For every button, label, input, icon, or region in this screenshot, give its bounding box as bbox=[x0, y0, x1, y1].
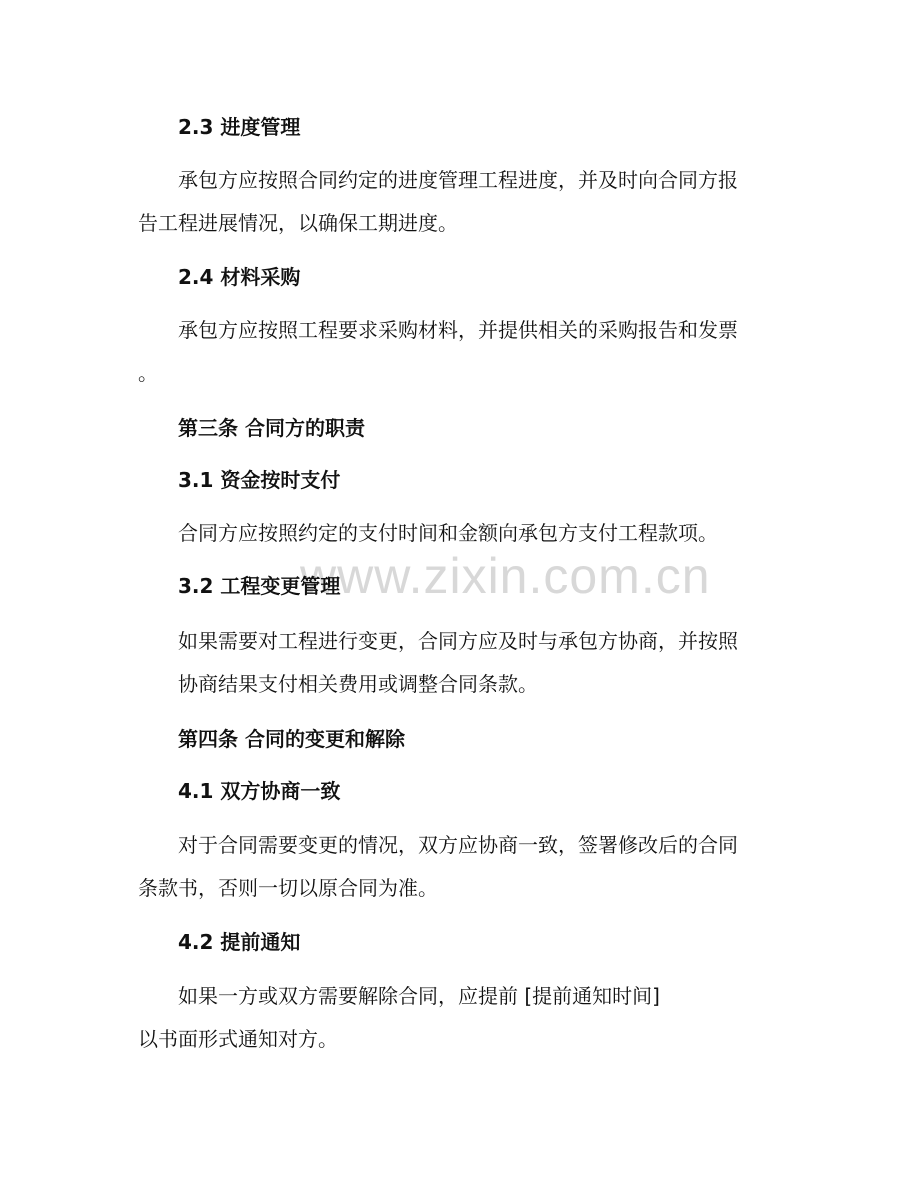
paragraph-2-4-line-1: 承包方应按照工程要求采购材料，并提供相关的采购报告和发票 bbox=[178, 318, 738, 342]
section-heading-4-2: 4.2 提前通知 bbox=[178, 930, 301, 954]
paragraph-2-3-line-1: 承包方应按照合同约定的进度管理工程进度，并及时向合同方报 bbox=[178, 168, 738, 192]
watermark: www.zixin.com.cn bbox=[300, 548, 711, 604]
paragraph-2-3-line-2: 告工程进展情况，以确保工期进度。 bbox=[138, 211, 458, 235]
section-heading-3-2: 3.2 工程变更管理 bbox=[178, 574, 341, 598]
paragraph-3-2-line-1: 如果需要对工程进行变更，合同方应及时与承包方协商，并按照 bbox=[178, 629, 738, 653]
paragraph-4-1-line-1: 对于合同需要变更的情况，双方应协商一致，签署修改后的合同 bbox=[178, 833, 738, 857]
paragraph-4-2-line-2: 以书面形式通知对方。 bbox=[138, 1027, 338, 1051]
section-heading-2-4: 2.4 材料采购 bbox=[178, 265, 301, 289]
section-heading-2-3: 2.3 进度管理 bbox=[178, 115, 301, 139]
section-heading-4-1: 4.1 双方协商一致 bbox=[178, 779, 341, 803]
paragraph-4-1-line-2: 条款书，否则一切以原合同为准。 bbox=[138, 876, 438, 900]
paragraph-3-1-line-1: 合同方应按照约定的支付时间和金额向承包方支付工程款项。 bbox=[178, 521, 718, 545]
article-heading-4: 第四条 合同的变更和解除 bbox=[178, 727, 405, 751]
paragraph-2-4-line-2: 。 bbox=[138, 361, 158, 385]
article-heading-3: 第三条 合同方的职责 bbox=[178, 416, 365, 440]
paragraph-4-2-line-1: 如果一方或双方需要解除合同，应提前 [提前通知时间] bbox=[178, 984, 660, 1008]
section-heading-3-1: 3.1 资金按时支付 bbox=[178, 468, 341, 492]
paragraph-3-2-line-2: 协商结果支付相关费用或调整合同条款。 bbox=[178, 672, 538, 696]
